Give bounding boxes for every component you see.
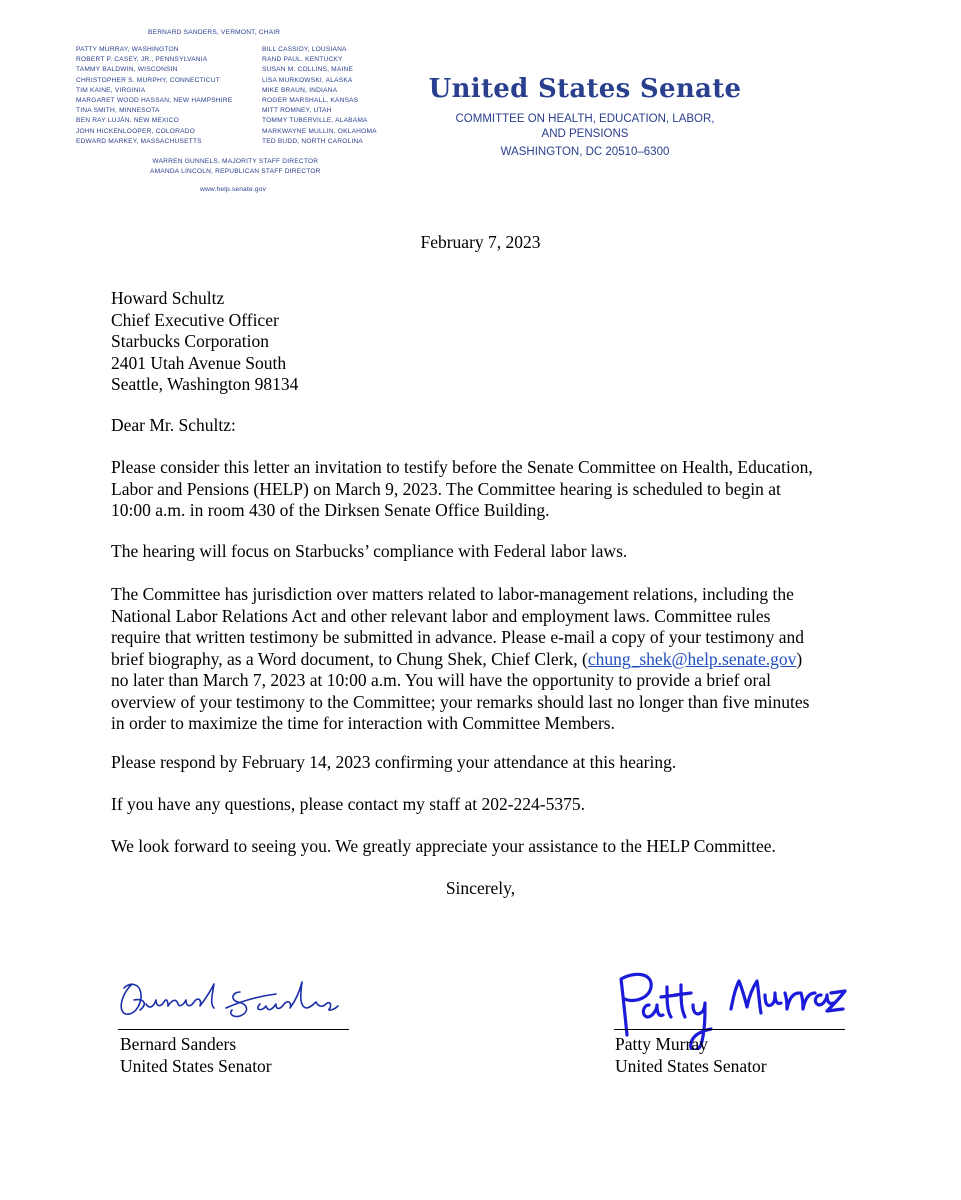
- member-name: JOHN HICKENLOOPER, COLORADO: [76, 127, 195, 135]
- member-name: BILL CASSIDY, LOUSIANA: [262, 46, 347, 53]
- paragraph-jurisdiction: [111, 584, 851, 735]
- committee-line: COMMITTEE ON HEALTH, EDUCATION, LABOR,: [455, 113, 715, 125]
- member-name: MITT ROMNEY, UTAH: [262, 107, 332, 115]
- member-name: SUSAN M. COLLINS, MAINE: [262, 66, 354, 74]
- paragraph-line: [111, 649, 851, 671]
- paragraph-text: brief biography, as a Word document, to Chung Shek, Chief Clerk, (: [111, 648, 588, 669]
- member-name: MARKWAYNE MULLIN, OKLAHOMA: [262, 127, 377, 135]
- signer-title: United States Senator: [615, 1055, 767, 1076]
- paragraph-text: ): [796, 648, 803, 669]
- paragraph-line: no later than March 7, 2023 at 10:00 a.m. You will have the opportunity to provide a brief oral: [111, 670, 772, 690]
- chair-line: BERNARD SANDERS, VERMONT, CHAIR: [148, 29, 281, 36]
- paragraph-line: in order to maximize the time for interaction with Committee Members.: [111, 713, 615, 733]
- address-line: Seattle, Washington 98134: [111, 374, 299, 394]
- paragraph-contact: If you have any questions, please contact my staff at 202-224-5375.: [111, 794, 585, 814]
- signer-sanders: [120, 1034, 272, 1077]
- signature-line: [614, 1029, 845, 1030]
- signer-name: Bernard Sanders: [120, 1034, 237, 1054]
- salutation: Dear Mr. Schultz:: [111, 415, 236, 435]
- letter-date: February 7, 2023: [420, 232, 541, 252]
- paragraph-line: overview of your testimony to the Committee; your remarks should last no longer than five minutes: [111, 691, 810, 712]
- paragraph-line: require that written testimony be submitted in advance. Please e-mail a copy of your testimony and: [111, 627, 805, 647]
- paragraph-line: The Committee has jurisdiction over matters related to labor-management relations, including the: [111, 584, 794, 604]
- address-line: Chief Executive Officer: [111, 309, 279, 330]
- signer-murray: [615, 1034, 767, 1077]
- member-name: RAND PAUL, KENTUCKY: [262, 56, 343, 64]
- paragraph-focus: The hearing will focus on Starbucks’ compliance with Federal labor laws.: [111, 541, 628, 561]
- members-right-column: [262, 45, 377, 147]
- member-name: ROBERT P. CASEY, JR., PENNSYLVANIA: [76, 56, 208, 64]
- member-name: TOMMY TUBERVILLE, ALABAMA: [262, 117, 368, 125]
- member-name: EDWARD MARKEY, MASSACHUSETTS: [76, 137, 202, 145]
- address-line: 2401 Utah Avenue South: [111, 352, 287, 373]
- member-name: TINA SMITH, MINNESOTA: [76, 107, 160, 115]
- letterhead-title-block: [420, 74, 750, 158]
- paragraph-respond: Please respond by February 14, 2023 confirming your attendance at this hearing.: [111, 752, 677, 772]
- address-line: Howard Schultz: [111, 288, 225, 308]
- paragraph-line: Please consider this letter an invitation to testify before the Senate Committee on Health, Education,: [111, 457, 813, 477]
- address-line: Starbucks Corporation: [111, 331, 269, 351]
- member-name: LISA MURKOWSKI, ALASKA: [262, 76, 353, 84]
- signature-line: [118, 1029, 349, 1030]
- committee-name: [420, 112, 750, 141]
- handwritten-signature-sanders: [110, 970, 350, 1030]
- member-name: TED BUDD, NORTH CAROLINA: [262, 137, 364, 145]
- paragraph-line: National Labor Relations Act and other relevant labor and employment laws. Committee rules: [111, 605, 771, 626]
- members-left-column: [76, 45, 232, 147]
- signature-sanders: [110, 970, 350, 1030]
- paragraph-line: 10:00 a.m. in room 430 of the Dirksen Senate Office Building.: [111, 500, 550, 520]
- member-name: CHRISTOPHER S. MURPHY, CONNECTICUT: [76, 76, 220, 84]
- member-name: TIM KAINE, VIRGINIA: [76, 86, 146, 94]
- member-name: MARGARET WOOD HASSAN, NEW HAMPSHIRE: [76, 97, 233, 105]
- majority-staff-director: WARREN GUNNELS, MAJORITY STAFF DIRECTOR: [152, 158, 319, 165]
- committee-website: www.help.senate.gov: [200, 186, 267, 193]
- committee-city: WASHINGTON, DC 20510–6300: [500, 146, 670, 158]
- member-name: BEN RAY LUJÁN, NEW MEXICO: [76, 117, 179, 125]
- paragraph-invitation: [111, 457, 851, 522]
- member-name: ROGER MARSHALL, KANSAS: [262, 97, 359, 105]
- paragraph-line: Labor and Pensions (HELP) on March 9, 2023. The Committee hearing is scheduled to begin at: [111, 478, 781, 499]
- recipient-address: [111, 288, 851, 396]
- member-name: PATTY MURRAY, WASHINGTON: [76, 46, 179, 53]
- closing: Sincerely,: [445, 878, 516, 898]
- signer-title: United States Senator: [120, 1055, 272, 1076]
- committee-line: AND PENSIONS: [541, 127, 629, 140]
- staff-directors: [150, 157, 321, 177]
- member-name: MIKE BRAUN, INDIANA: [262, 86, 338, 94]
- paragraph-thanks: We look forward to seeing you. We greatly appreciate your assistance to the HELP Committee.: [111, 836, 776, 856]
- republican-staff-director: AMANDA LINCOLN, REPUBLICAN STAFF DIRECTOR: [150, 168, 321, 176]
- signer-name: Patty Murray: [615, 1034, 708, 1054]
- clerk-email-link[interactable]: chung_shek@help.senate.gov: [587, 648, 797, 669]
- senate-title: United States Senate: [428, 74, 742, 104]
- member-name: TAMMY BALDWIN, WISCONSIN: [76, 66, 178, 74]
